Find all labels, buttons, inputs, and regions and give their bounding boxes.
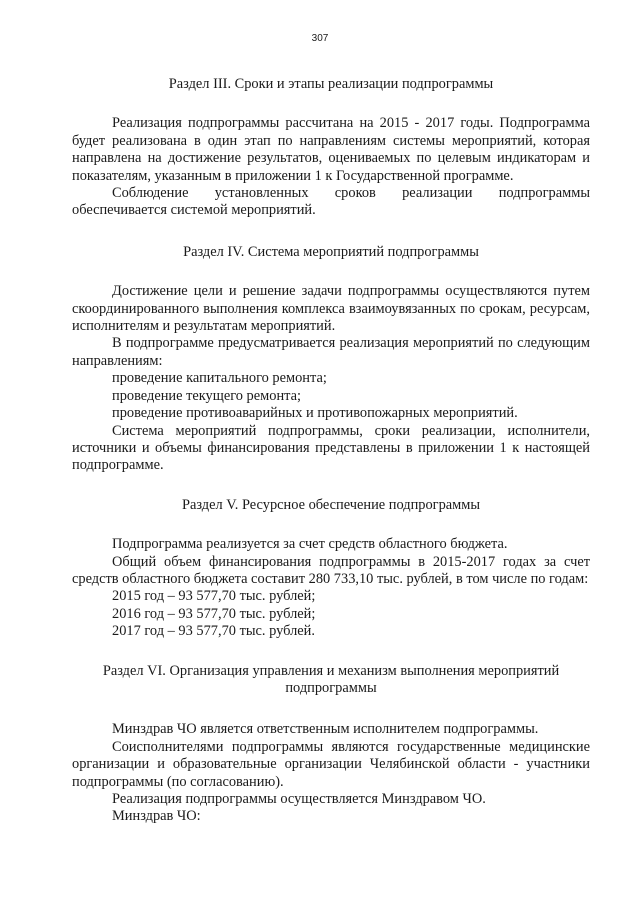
section-5-paragraph-2: Общий объем финансирования подпрограммы в 2015-2017 годах за счет средств областного бюджета составит 280 733,10 тыс. рублей, в том числе по годам: bbox=[72, 553, 590, 587]
section-4-heading: Раздел IV. Система мероприятий подпрограммы bbox=[183, 243, 479, 260]
section-6-heading bbox=[72, 663, 590, 698]
page-number: 307 bbox=[311, 33, 329, 44]
section-6-heading-line-2: подпрограммы bbox=[285, 679, 377, 696]
list-item: проведение противоаварийных и противопожарных мероприятий. bbox=[112, 405, 518, 422]
section-5-paragraph-1: Подпрограмма реализуется за счет средств областного бюджета. bbox=[112, 536, 508, 553]
section-6-paragraph-3: Реализация подпрограммы осуществляется Минздравом ЧО. bbox=[112, 791, 486, 807]
section-4-paragraph-2: В подпрограмме предусматривается реализация мероприятий по следующим направлениям: bbox=[72, 335, 590, 369]
funding-year-line: 2015 год – 93 577,70 тыс. рублей; bbox=[112, 588, 316, 605]
section-4-paragraph-3: Система мероприятий подпрограммы, сроки реализации, исполнители, источники и объемы финансирования представлены в приложении 1 к настоящей подпрограмме. bbox=[72, 422, 590, 474]
funding-year-line: 2017 год – 93 577,70 тыс. рублей. bbox=[112, 623, 315, 640]
section-4-paragraph-1: Достижение цели и решение задачи подпрограммы осуществляются путем скоординированного выполнения комплекса взаимоувязанных по срокам, ресурсам, исполнителям и результатам мероприятий. bbox=[72, 283, 590, 335]
section-6-paragraph-1: Минздрав ЧО является ответственным исполнителем подпрограммы. bbox=[112, 721, 539, 738]
list-item: проведение текущего ремонта; bbox=[112, 387, 301, 404]
list-item: проведение капитального ремонта; bbox=[112, 370, 327, 387]
section-6-heading-line-1: Раздел VI. Организация управления и механизм выполнения мероприятий bbox=[102, 662, 560, 679]
section-6-paragraph-4: Минздрав ЧО: bbox=[112, 808, 201, 825]
section-4 bbox=[72, 244, 590, 475]
section-6 bbox=[72, 663, 590, 826]
document-body bbox=[72, 76, 590, 826]
section-3 bbox=[72, 76, 590, 220]
section-3-paragraph-2: Соблюдение установленных сроков реализации подпрограммы обеспечивается системой мероприятий. bbox=[72, 185, 590, 219]
section-5-heading: Раздел V. Ресурсное обеспечение подпрограммы bbox=[181, 496, 481, 513]
funding-year-line: 2016 год – 93 577,70 тыс. рублей; bbox=[112, 605, 316, 622]
section-3-paragraph-1: Реализация подпрограммы рассчитана на 2015 - 2017 годы. Подпрограмма будет реализована в один этап по направлениям системы мероприятий, которая направлена на достижение результатов, оцениваемых по целевым индикаторам и показателям, указанным в приложении 1 к Государственной программе. bbox=[72, 115, 590, 184]
section-6-paragraph-2: Соисполнителями подпрограммы являются государственные медицинские организации и образовательные организации Челябинской области - участники подпрограммы (по согласованию). bbox=[72, 738, 590, 790]
section-3-heading: Раздел III. Сроки и этапы реализации подпрограммы bbox=[168, 76, 494, 92]
section-5 bbox=[72, 497, 590, 641]
